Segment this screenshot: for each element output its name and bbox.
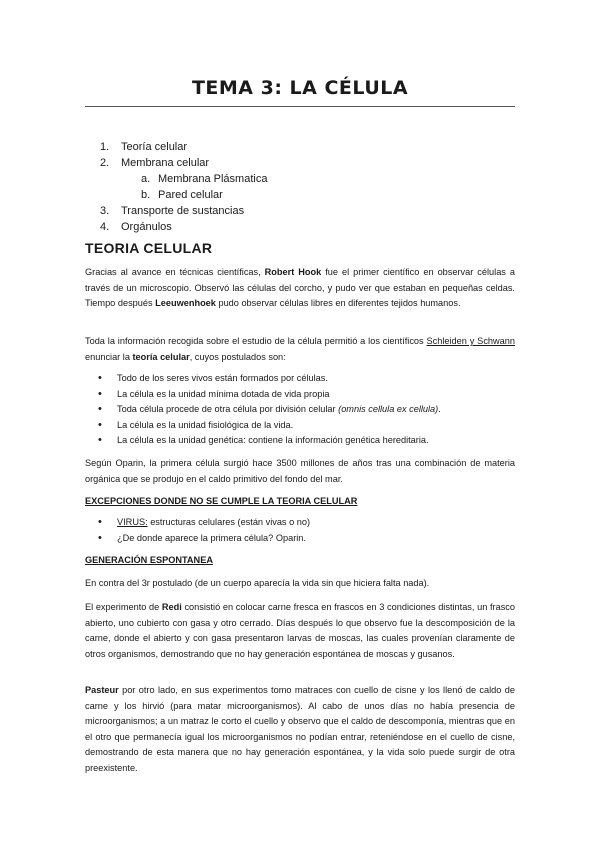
paragraph-hook: Gracias al avance en técnicas científicas, Robert Hook fue el primer científico en observar células a través de un microscopio. Observó las células del corcho, y pudo ver que estaban en pequeñas celdas. Tiempo después Leeuwenhoek pudo observar células libres en diferentes tejidos humanos. (85, 267, 515, 309)
list-item: • La célula es la unidad fisiológica de la vida. (85, 418, 515, 434)
exceptions-list (85, 515, 515, 546)
toc-subitem: a. Membrana Plásmatica (141, 173, 268, 185)
list-item: • La célula es la unidad genética: contiene la información genética hereditaria. (85, 433, 515, 449)
toc-subitem: b. Pared celular (141, 189, 223, 201)
toc-item: 2. Membrana celular (100, 157, 210, 169)
section-heading: TEORIA CELULAR (85, 240, 213, 256)
spontaneous-heading: GENERACIÓN ESPONTANEA (85, 555, 213, 565)
toc-item: 3. Transporte de sustancias (100, 205, 245, 217)
table-of-contents (100, 139, 267, 235)
paragraph-cell-theory: Toda la información recogida sobre el estudio de la célula permitió a los científicos Schleiden y Schwann enunciar la teoría celular, cuyos postulados son: (85, 336, 515, 362)
list-item: • VIRUS: estructuras celulares (están vivas o no) (85, 515, 515, 531)
paragraph-oparin: Según Oparin, la primera célula surgió hace 3500 millones de años tras una combinación de materia orgánica que se produjo en el caldo primitivo del fondo del mar. (85, 458, 515, 484)
paragraph-postulate: En contra del 3r postulado (de un cuerpo aparecía la vida sin que hiciera falta nada). (85, 578, 430, 588)
list-item: • Todo de los seres vivos están formados por células. (85, 371, 515, 387)
paragraph-redi: El experimento de Redi consistió en colocar carne fresca en frascos en 3 condiciones distintas, un frasco abierto, uno cubierto con gasa y otro cerrado. Días después lo que observo fue la descomposición de la carne, donde el abierto y con gasa presentaron larvas de moscas, las cuales provenían claramente de otros organismos, demostrando que no hay generación espontánea de moscas y gusanos. (85, 602, 515, 659)
toc-item: 4. Orgánulos (100, 221, 172, 233)
list-item: • Toda célula procede de otra célula por división celular (omnis cellula ex cellula). (85, 402, 515, 418)
postulates-list (85, 371, 515, 449)
list-item: • La célula es la unidad mínima dotada de vida propia (85, 387, 515, 403)
exceptions-heading: EXCEPCIONES DONDE NO SE CUMPLE LA TEORIA CELULAR (85, 496, 358, 506)
list-item: • ¿De donde aparece la primera célula? Oparin. (85, 531, 515, 547)
page-title: TEMA 3: LA CÉLULA (191, 77, 409, 99)
title-divider (85, 106, 515, 107)
toc-item: 1. Teoría celular (100, 141, 188, 153)
paragraph-pasteur: Pasteur por otro lado, en sus experimentos tomo matraces con cuello de cisne y los llenó de caldo de carne y los hirvió (para matar microorganismos). Al cabo de unos días no había presencia de microorganismos; a un matraz le corto el cuello y observo que el caldo de descomponía, mientras que en el otro que permanecía igual los microorganismos no podían entrar, reteniéndose en el cuello de cisne, demostrando de esta manera que no hay generación espontánea, y la vida solo puede surgir de otra preexistente. (85, 685, 515, 773)
